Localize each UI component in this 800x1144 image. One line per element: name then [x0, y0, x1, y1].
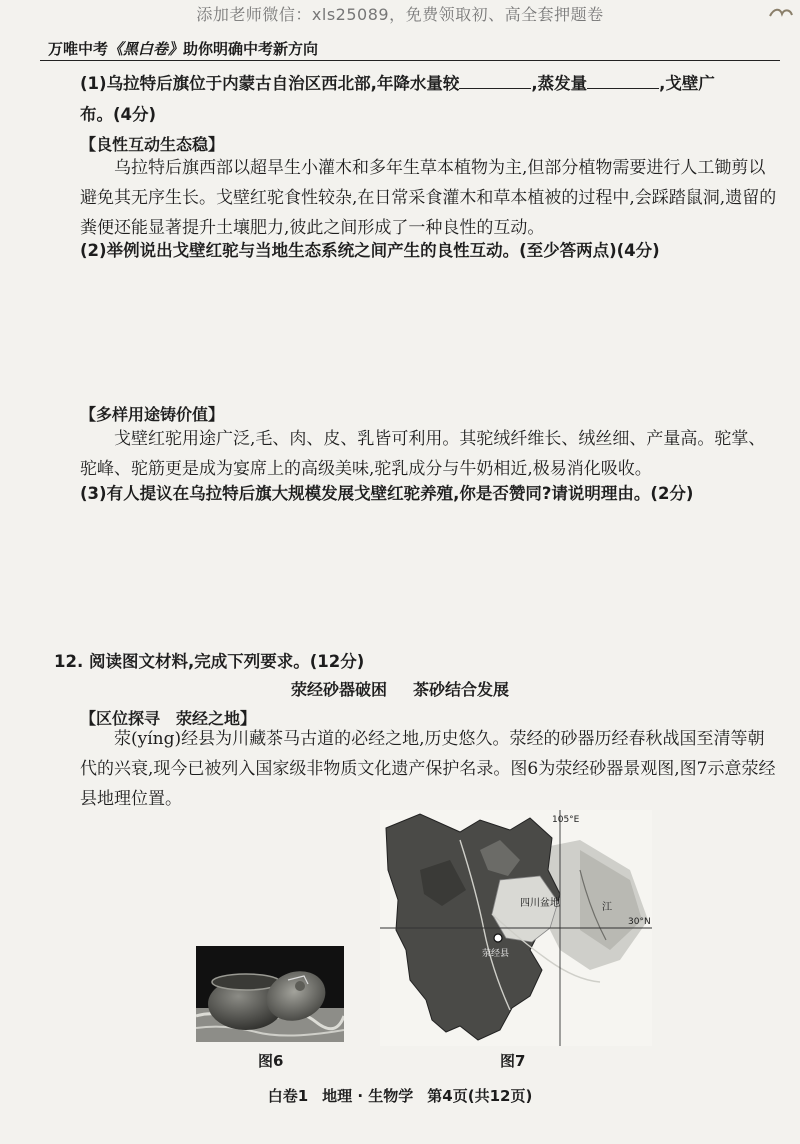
question-1: [80, 70, 780, 98]
question-1-cont: 布。(4分): [80, 105, 157, 124]
q12-title-left: 荥经砂器破困: [290, 680, 387, 699]
figure-6-sandware-photo: [196, 946, 344, 1042]
question-2: (2)举例说出戈壁红驼与当地生态系统之间产生的良性互动。(至少答两点)(4分): [80, 241, 660, 260]
map-label-longitude: 105°E: [552, 815, 580, 825]
section-location-text: 荥(yíng)经县为川藏茶马古道的必经之地,历史悠久。荥经的砂器历经春秋战国至清等朝代的兴衰,现今已被列入国家级非物质文化遗产保护名录。图6为荥经砂器景观图,图7示意荥经县地理位置。: [80, 729, 776, 809]
q12-title: [0, 677, 800, 700]
map-label-county: 荥经县: [482, 949, 510, 959]
header-brand: 《黑白卷》: [108, 40, 184, 58]
figure-7-caption: 图7: [500, 1052, 526, 1070]
yingjing-county-marker: [494, 934, 502, 942]
page-header: [48, 38, 318, 59]
q1-part1: (1)乌拉特后旗位于内蒙古自治区西北部,年降水量较: [80, 74, 460, 93]
header-rule: [40, 60, 780, 61]
map-label-river: 江: [602, 902, 612, 913]
corner-logo-icon: [768, 6, 794, 22]
footer-subject: 地理 · 生物学: [322, 1087, 414, 1105]
question-12-stem: 12. 阅读图文材料,完成下列要求。(12分): [54, 652, 365, 671]
footer-page: 第4页(共12页): [427, 1087, 533, 1105]
q1-part3: ,戈壁广: [659, 74, 715, 93]
map-label-basin: 四川盆地: [520, 898, 560, 909]
watermark-text: 添加老师微信：xls25089，免费领取初、高全套押题卷: [196, 5, 604, 24]
header-suffix: 助你明确中考新方向: [183, 40, 319, 58]
q1-part2: ,蒸发量: [531, 74, 588, 93]
section-location-title: 【区位探寻 荥经之地】: [80, 709, 257, 728]
section-eco-text: 乌拉特后旗西部以超旱生小灌木和多年生草本植物为主,但部分植物需要进行人工锄剪以避免其无序生长。戈壁红驼食性较杂,在日常采食灌木和草本植被的过程中,会踩踏鼠洞,遗留的粪便还能显著提升土壤肥力,彼此之间形成了一种良性的互动。: [80, 158, 777, 238]
page-footer: [0, 1085, 800, 1106]
header-prefix: 万唯中考: [48, 40, 109, 58]
figure-7-location-map: [380, 810, 652, 1046]
question-3: (3)有人提议在乌拉特后旗大规模发展戈壁红驼养殖,你是否赞同?请说明理由。(2分): [80, 484, 694, 503]
figure-6-caption: 图6: [258, 1052, 284, 1070]
q1-blank-precipitation: [459, 72, 531, 89]
section-use-text: 戈壁红驼用途广泛,毛、肉、皮、乳皆可利用。其驼绒纤维长、绒丝细、产量高。驼掌、驼峰、驼筋更是成为宴席上的高级美味,驼乳成分与牛奶相近,极易消化吸收。: [80, 429, 766, 479]
footer-paper: 白卷1: [267, 1087, 309, 1105]
map-label-latitude: 30°N: [628, 917, 651, 927]
q1-blank-evaporation: [587, 72, 659, 89]
q12-title-right: 茶砂结合发展: [413, 680, 510, 699]
section-eco-title: 【良性互动生态稳】: [80, 135, 225, 154]
section-use-title: 【多样用途铸价值】: [80, 405, 225, 424]
